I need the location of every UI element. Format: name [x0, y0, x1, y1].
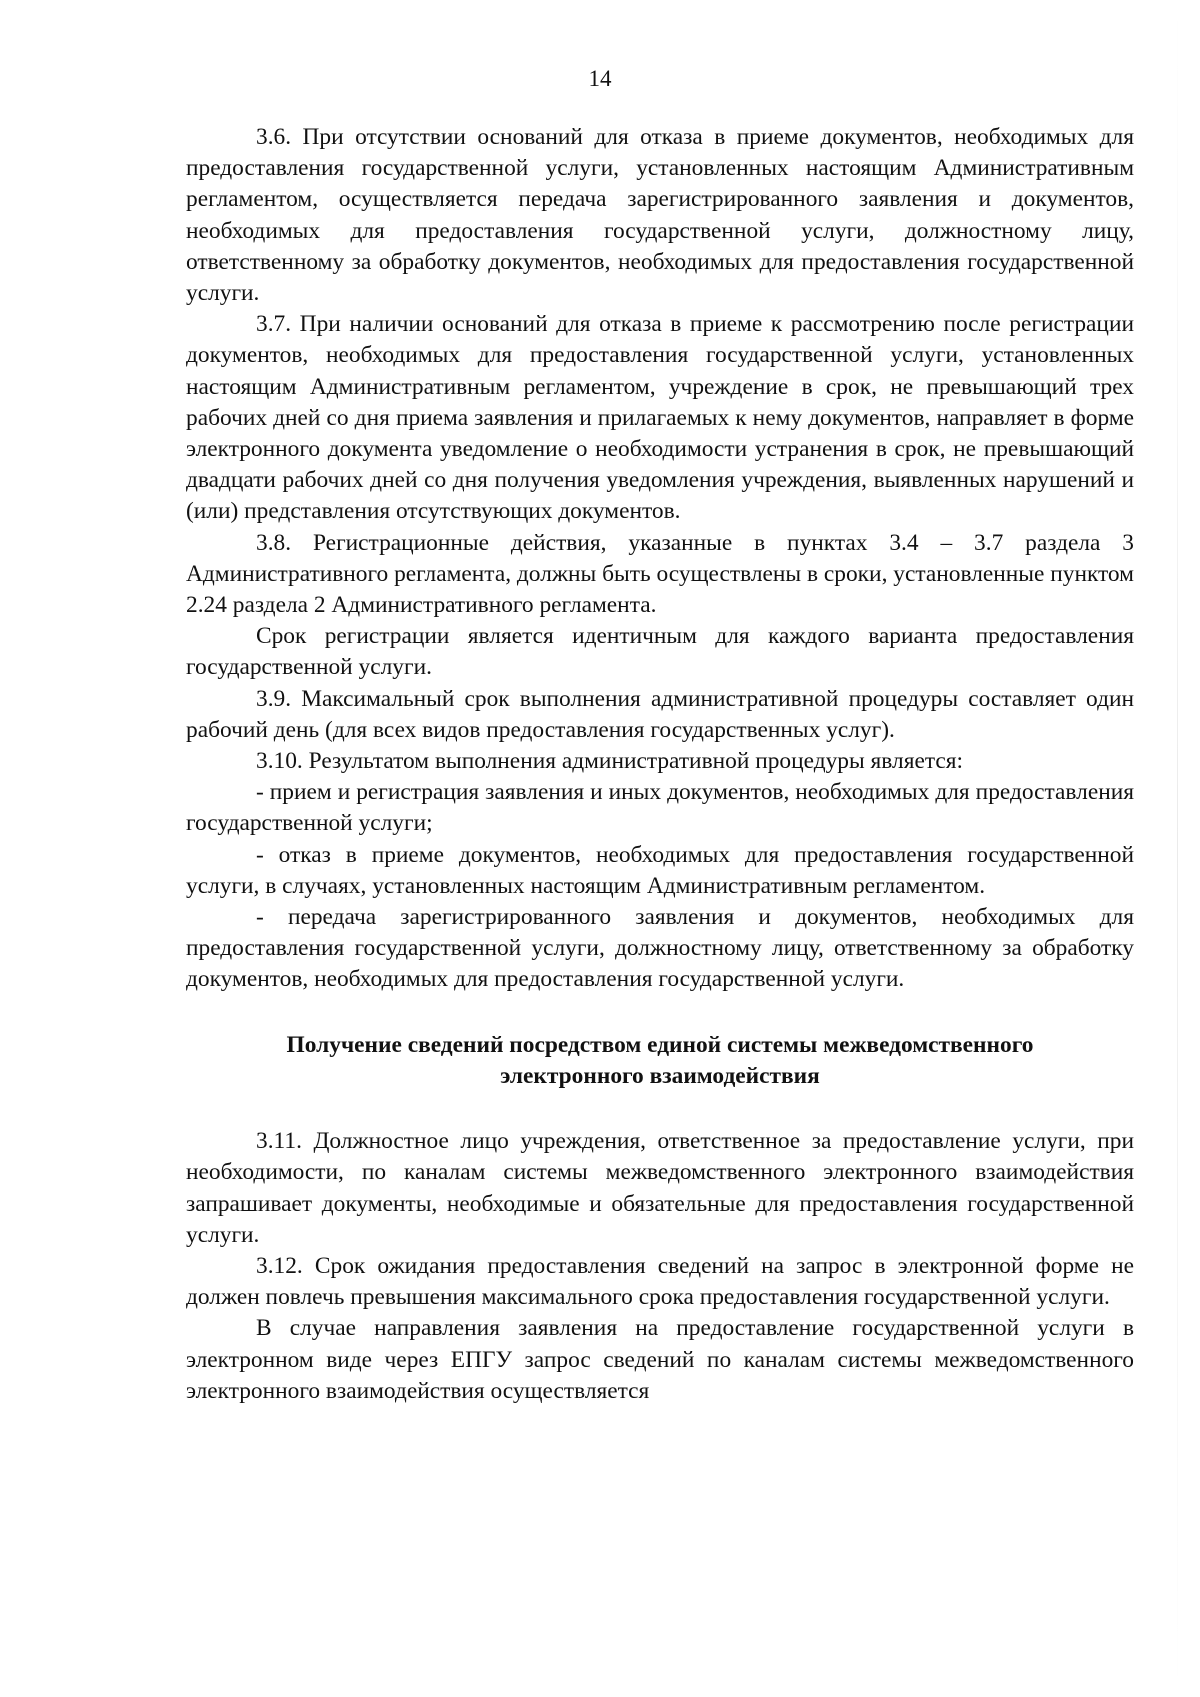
page-number: 14 — [588, 66, 612, 91]
paragraph-3-6: 3.6. При отсутствии оснований для отказа в приеме документов, необходимых для предоставления государственной услуги, установленных настоящим Административным регламентом, осуществляется передача зарегистрированного заявления и документов, необходимых для предоставления государственной услуги, должностному лицу, ответственному за обработку документов, необходимых для предоставления государственной услуги. — [186, 124, 1134, 307]
paragraph-3-12: 3.12. Срок ожидания предоставления сведений на запрос в электронной форме не должен повлечь превышения максимального срока предоставления государственной услуги. — [186, 1252, 1134, 1311]
document-body — [186, 122, 1134, 1407]
list-item-refusal: - отказ в приеме документов, необходимых для предоставления государственной услуги, в случаях, установленных настоящим Административным регламентом. — [186, 841, 1134, 899]
paragraph-epgu-request: В случае направления заявления на предоставление государственной услуги в электронном виде через ЕПГУ запрос сведений по каналам системы межведомственного электронного взаимодействия осуществляется — [186, 1315, 1134, 1404]
section-heading-line-1: Получение сведений посредством единой системы межведомственного — [286, 1031, 1034, 1058]
paragraph-3-11: 3.11. Должностное лицо учреждения, ответственное за предоставление услуги, при необходимости, по каналам системы межведомственного электронного взаимодействия запрашивает документы, необходимые и обязательные для предоставления государственной услуги. — [186, 1128, 1134, 1248]
paragraph-3-10: 3.10. Результатом выполнения административной процедуры является: — [256, 748, 964, 775]
section-heading-line-2: электронного взаимодействия — [500, 1062, 820, 1089]
scan-edge — [1177, 0, 1178, 1697]
list-item-transfer: - передача зарегистрированного заявления и документов, необходимых для предоставления государственной услуги, должностному лицу, ответственному за обработку документов, необходимых для предоставления государственной услуги. — [186, 904, 1134, 993]
paragraph-3-9: 3.9. Максимальный срок выполнения административной процедуры составляет один рабочий день (для всех видов предоставления государственных услуг). — [186, 685, 1134, 743]
paragraph-3-7: 3.7. При наличии оснований для отказа в приеме к рассмотрению после регистрации документов, необходимых для предоставления государственной услуги, установленных настоящим Административным регламентом, учреждение в срок, не превышающий трех рабочих дней со дня приема заявления и прилагаемых к нему документов, направляет в форме электронного документа уведомление о необходимости устранения в срок, не превышающий двадцати рабочих дней со дня получения уведомления учреждения, выявленных нарушений и (или) представления отсутствующих документов. — [186, 311, 1134, 525]
paragraph-3-8: 3.8. Регистрационные действия, указанные в пунктах 3.4 – 3.7 раздела 3 Административного регламента, должны быть осуществлены в сроки, установленные пунктом 2.24 раздела 2 Административного регламента. — [186, 529, 1134, 619]
paragraph-registration-term: Срок регистрации является идентичным для каждого варианта предоставления государственной услуги. — [186, 623, 1134, 681]
section-heading — [186, 1030, 1134, 1092]
list-item-reception: - прием и регистрация заявления и иных документов, необходимых для предоставления государственной услуги; — [186, 779, 1134, 837]
